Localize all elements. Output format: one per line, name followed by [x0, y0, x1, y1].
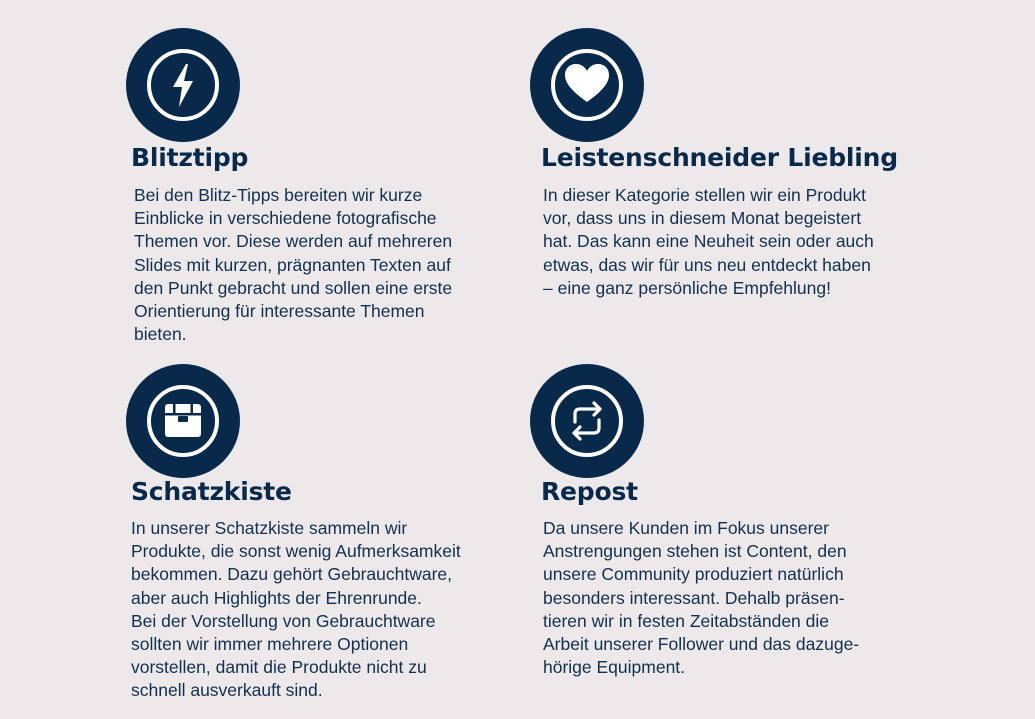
repost-arrows-icon — [530, 364, 644, 478]
feature-title: Schatzkiste — [131, 477, 292, 506]
feature-description: In unserer Schatzkiste sammeln wir Produkte, die sonst wenig Aufmerksamkeit bekommen. Dazu gehört Gebrauchtware, aber auch Highlights der Ehrenrunde. Bei der Vorstellung von Gebrauchtware sollten wir immer mehrere Optionen vorstellen, damit die Produkte nicht zu schnell ausverkauft sind. — [131, 518, 461, 701]
feature-description: Bei den Blitz-Tipps bereiten wir kurze Einblicke in verschiedene fotografische Themen vor. Diese werden auf mehreren Slides mit kurzen, prägnanten Texten auf den Punkt gebracht und sollen eine erste Orientierung für interessante Themen bieten. — [134, 185, 453, 345]
feature-title: Blitztipp — [131, 143, 249, 172]
feature-title: Repost — [541, 477, 638, 506]
feature-description: Da unsere Kunden im Fokus unserer Anstrengungen stehen ist Content, den unsere Community produziert natürlich besonders interessant. Dehalb präsen- tieren wir in festen Zeitabständen die Arbeit unserer Follower und das dazuge- hörige Equipment. — [543, 518, 860, 678]
heart-icon — [530, 28, 644, 142]
feature-description: In dieser Kategorie stellen wir ein Produkt vor, dass uns in diesem Monat begeistert hat. Das kann eine Neuheit sein oder auch etwas, das wir für uns neu entdeckt haben – eine ganz persönliche Empfehlung! — [543, 185, 874, 298]
feature-title: Leistenschneider Liebling — [541, 143, 898, 172]
treasure-box-icon — [126, 364, 240, 478]
lightning-bolt-icon — [126, 28, 240, 142]
